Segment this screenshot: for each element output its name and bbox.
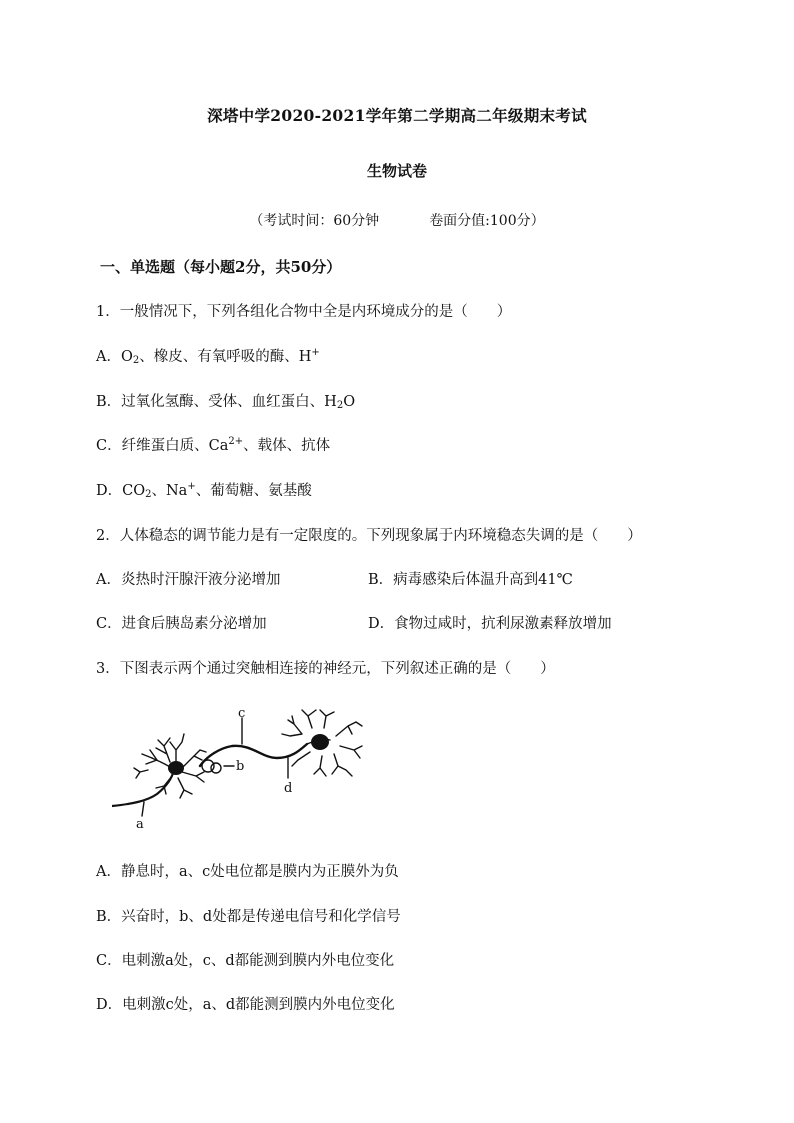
label-c: c [238,706,246,721]
q3-option-c: C．电刺激a处，c、d都能测到膜内外电位变化 [96,953,395,969]
exam-meta [0,210,794,230]
q1-option-c: C．纤维蛋白质、$Ca^{2+}$、载体、抗体 [96,436,331,454]
q3-option-d: D．电刺激c处，a、d都能测到膜内外电位变化 [96,997,395,1013]
q1-stem: 1．一般情况下，下列各组化合物中全是内环境成分的是（ ） [96,304,512,320]
q1-option-a: A．$O_2$、橡皮、有氧呼吸的酶、H+ [96,347,320,366]
exam-subtitle: 生物试卷 [366,162,427,180]
label-a: a [136,817,144,832]
q2-option-c: C．进食后胰岛素分泌增加 [96,616,267,632]
neuron-synapse-diagram [112,706,372,834]
q3-option-a: A．静息时，a、c处电位都是膜内为正膜外为负 [96,864,399,880]
q3-stem: 3．下图表示两个通过突触相连接的神经元，下列叙述正确的是（ ） [96,661,555,677]
q2-option-a: A．炎热时汗腺汗液分泌增加 [96,572,281,588]
q2-option-d: D．食物过咸时，抗利尿激素释放增加 [368,616,612,632]
q2-option-b: B．病毒感染后体温升高到41℃ [368,572,573,588]
label-b: b [236,759,245,774]
q3-option-b: B．兴奋时，b、d处都是传递电信号和化学信号 [96,909,401,925]
section-heading: 一、单选题（每小题2分，共50分） [100,258,342,276]
label-d: d [284,781,293,796]
exam-score: 卷面分值:100分） [429,213,545,229]
exam-title: 深塔中学2020-2021学年第二学期高二年级期末考试 [207,106,587,125]
q1-option-d: D．$CO_2$、Na+、葡萄糖、氨基酸 [96,481,312,500]
q2-stem: 2．人体稳态的调节能力是有一定限度的。下列现象属于内环境稳态失调的是（ ） [96,528,642,544]
q1-option-b: B．过氧化氢酶、受体、血红蛋白、$H_2O$ [96,394,356,411]
exam-time: （考试时间：60分钟 [249,213,380,229]
